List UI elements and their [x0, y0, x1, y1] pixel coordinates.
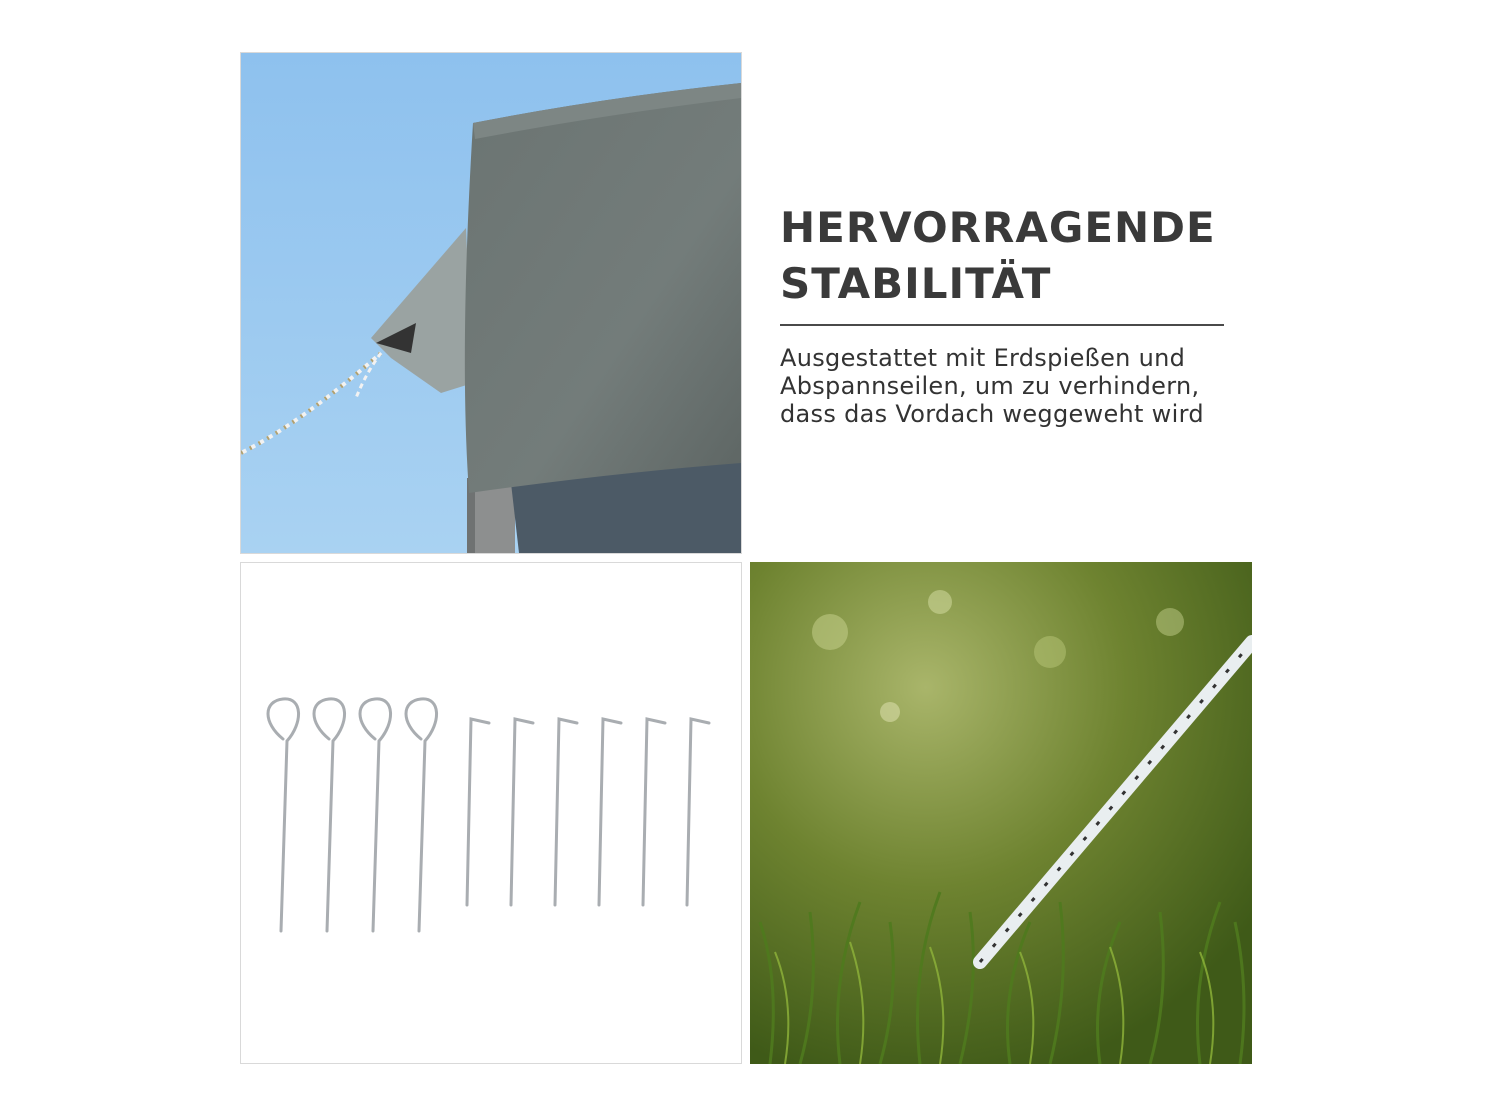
- rope-grass-photo: [750, 562, 1252, 1064]
- hook-peg-icon: [467, 719, 489, 905]
- description-line-1: Ausgestattet mit Erdspießen und: [780, 344, 1186, 372]
- hook-peg-icon: [511, 719, 533, 905]
- hook-peg-icon: [599, 719, 621, 905]
- heading-divider: [780, 324, 1224, 326]
- loop-peg-icon: [314, 699, 345, 931]
- hook-peg-icon: [643, 719, 665, 905]
- headline-line-2: STABILITÄT: [780, 259, 1052, 308]
- description-line-2: Abspannseilen, um zu verhindern,: [780, 372, 1200, 400]
- hook-peg-icon: [687, 719, 709, 905]
- ground-pegs-illustration: [241, 563, 741, 1063]
- tent-corner-illustration: [241, 53, 741, 553]
- tent-corner-photo: [240, 52, 742, 554]
- loop-peg-icon: [406, 699, 437, 931]
- loop-peg-icon: [268, 699, 299, 931]
- rope-grass-illustration: [750, 562, 1252, 1064]
- description-line-3: dass das Vordach weggeweht wird: [780, 400, 1204, 428]
- feature-text: [780, 200, 1250, 428]
- headline-line-1: HERVORRAGENDE: [780, 203, 1216, 252]
- hook-peg-icon: [555, 719, 577, 905]
- feature-description: [780, 344, 1250, 428]
- loop-peg-icon: [360, 699, 391, 931]
- ground-pegs-photo: [240, 562, 742, 1064]
